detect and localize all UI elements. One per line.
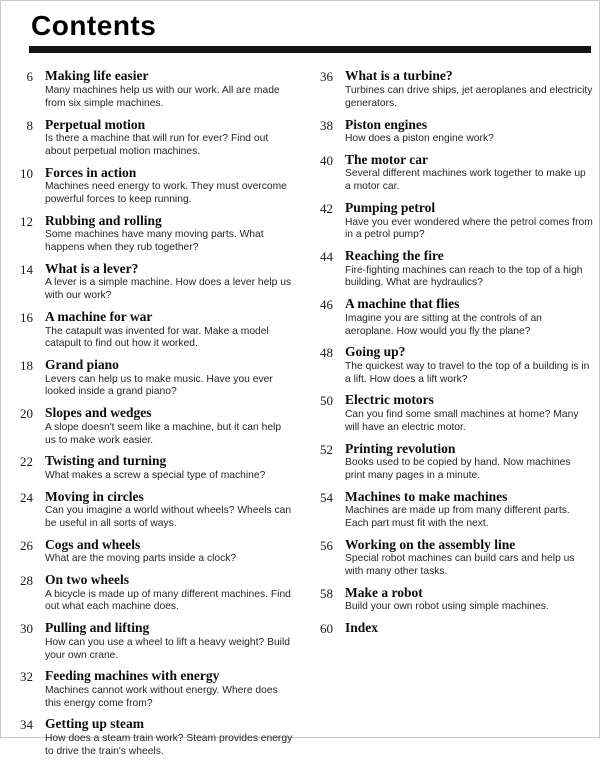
toc-entry [9,490,293,531]
entry-page-number: 42 [320,200,333,216]
entry-body [45,490,293,531]
entry-page-number: 46 [320,297,333,313]
entry-body [345,621,593,636]
entry-description: Turbines can drive ships, jet aeroplanes and electricity generators. [345,84,593,109]
entry-title: What is a turbine? [345,68,453,84]
entry-title: Making life easier [45,68,149,84]
entry-description: Books used to be copied by hand. Now machines print many pages in a minute. [345,457,571,481]
toc-entry [309,345,593,386]
entry-description: Machines cannot work without energy. Where does this energy come from? [45,684,278,709]
entry-description: Machines need energy to work. They must overcome powerful forces to keep running. [45,181,287,205]
toc-column-left [9,69,293,765]
entry-page-number: 8 [26,117,33,133]
toc-entry [9,262,293,303]
entry-title: Pulling and lifting [45,620,150,636]
entry-body [345,345,593,386]
entry-title: Slopes and wedges [45,405,152,421]
entry-page-number: 36 [320,69,333,85]
entry-title: Going up? [345,344,406,360]
entry-description: How does a piston engine work? [345,133,494,145]
entry-description: Build your own robot using simple machines. [345,601,549,613]
entry-title: Twisting and turning [45,453,167,469]
entry-title: Piston engines [345,116,428,132]
toc-entry [309,118,593,146]
entry-body [45,69,293,110]
toc-entry [9,166,293,207]
entry-body [45,406,293,447]
entry-title: Forces in action [45,164,137,180]
entry-title: Perpetual motion [45,116,146,132]
entry-page-number: 12 [20,213,33,229]
entry-title: The motor car [345,151,428,167]
entry-page-number: 48 [320,345,333,361]
entry-description: What are the moving parts inside a clock? [45,553,237,565]
toc-entry [9,214,293,255]
entry-page-number: 24 [20,489,33,505]
entry-page-number: 14 [20,261,33,277]
entry-description: Is there a machine that will run for ever? Find out about perpetual motion machines. [45,133,269,157]
entry-page-number: 50 [320,393,333,409]
entry-title: Index [345,620,379,636]
entry-title: What is a lever? [45,260,139,276]
entry-body [345,393,593,434]
entry-description: How can you use a wheel to lift a heavy weight? Build your own crane. [45,636,290,661]
contents-page [1,1,599,766]
entry-title: Getting up steam [45,716,144,732]
entry-title: A machine that flies [345,296,460,312]
entry-description: A lever is a simple machine. How does a lever help us with our work? [45,277,292,302]
toc-entry [309,586,593,614]
entry-page-number: 16 [20,309,33,325]
entry-body [45,621,293,662]
entry-body [45,310,293,351]
toc-entry [309,201,593,242]
entry-description: How does a steam train work? Steam provides energy to drive the train's wheels. [45,732,293,757]
page-title: Contents [31,10,157,41]
entry-body [345,442,593,483]
entry-title: Cogs and wheels [45,536,141,552]
entry-body [45,454,293,482]
entry-body [45,358,293,399]
entry-body [45,118,293,159]
entry-title: Printing revolution [345,440,456,456]
entry-title: Moving in circles [45,488,144,504]
entry-body [345,69,593,110]
toc-entry [309,249,593,290]
entry-description: Imagine you are sitting at the controls of an aeroplane. How would you fly the plane? [345,312,542,337]
entry-body [45,669,293,710]
entry-body [45,573,293,614]
entry-title: Electric motors [345,392,434,408]
toc-entry [9,310,293,351]
entry-body [345,153,593,194]
entry-description: What makes a screw a special type of machine? [45,469,266,481]
entry-title: Feeding machines with energy [45,668,220,684]
entry-body [45,166,293,207]
entry-page-number: 22 [20,454,33,470]
entry-title: On two wheels [45,572,129,588]
toc-entry [9,538,293,566]
toc-entry [309,621,593,636]
toc-entry [309,153,593,194]
entry-page-number: 28 [20,573,33,589]
toc-entry [309,297,593,338]
entry-body [345,586,593,614]
entry-title: Make a robot [345,584,423,600]
entry-body [45,538,293,566]
table-of-contents [9,53,593,765]
entry-description: Can you find some small machines at home? Many will have an electric motor. [345,408,579,433]
toc-entry [309,393,593,434]
entry-page-number: 40 [320,152,333,168]
entry-description: Machines are made up from many different parts. Each part must fit with the next. [345,505,570,529]
entry-body [45,214,293,255]
entry-page-number: 60 [320,621,333,637]
divider-bar [29,46,591,53]
entry-title: Working on the assembly line [345,536,516,552]
toc-column-right [309,69,593,765]
entry-title: Grand piano [45,357,119,373]
entry-description: The quickest way to travel to the top of a building is in a lift. How does a lift work? [345,360,590,385]
entry-description: Fire-fighting machines can reach to the top of a high building. What are hydraulics? [345,264,583,289]
toc-entry [309,442,593,483]
toc-entry [309,69,593,110]
toc-entry [9,621,293,662]
entry-page-number: 20 [20,406,33,422]
entry-body [345,297,593,338]
entry-title: Pumping petrol [345,199,436,215]
toc-entry [9,669,293,710]
entry-description: Many machines help us with our work. All are made from six simple machines. [45,84,280,109]
entry-description: The catapult was invented for war. Make a model catapult to find out how it worked. [45,325,269,350]
entry-title: A machine for war [45,308,153,324]
entry-title: Machines to make machines [345,488,508,504]
toc-entry [9,573,293,614]
toc-entry [309,490,593,531]
entry-description: Several different machines work together to make up a motor car. [345,168,586,193]
entry-page-number: 26 [20,537,33,553]
entry-description: Special robot machines can build cars and help us with many other tasks. [345,553,575,578]
entry-page-number: 38 [320,117,333,133]
entry-body [345,249,593,290]
entry-title: Rubbing and rolling [45,212,162,228]
entry-page-number: 44 [320,249,333,265]
entry-description: A slope doesn't seem like a machine, but it can help us to make work easier. [45,421,282,446]
entry-title: Reaching the fire [345,248,444,264]
entry-page-number: 10 [20,165,33,181]
entry-description: Levers can help us to make music. Have you ever looked inside a grand piano? [45,373,273,398]
entry-description: Some machines have many moving parts. What happens when they rub together? [45,229,264,254]
entry-page-number: 32 [20,669,33,685]
toc-entry [9,454,293,482]
toc-entry [9,406,293,447]
entry-description: Have you ever wondered where the petrol comes from in a petrol pump? [345,216,593,241]
entry-page-number: 34 [20,717,33,733]
entry-body [45,262,293,303]
entry-page-number: 54 [320,489,333,505]
toc-entry [9,118,293,159]
entry-body [345,118,593,146]
entry-body [345,490,593,531]
entry-page-number: 56 [320,537,333,553]
entry-page-number: 52 [320,441,333,457]
entry-body [345,201,593,242]
toc-entry [309,538,593,579]
entry-description: Can you imagine a world without wheels? Wheels can be useful in all sorts of ways. [45,505,292,529]
entry-description: A bicycle is made up of many different machines. Find out what each machine does. [45,588,291,613]
entry-page-number: 58 [320,585,333,601]
entry-body [345,538,593,579]
toc-entry [9,358,293,399]
entry-page-number: 6 [26,69,33,85]
toc-entry [9,69,293,110]
entry-page-number: 30 [20,621,33,637]
entry-page-number: 18 [20,358,33,374]
